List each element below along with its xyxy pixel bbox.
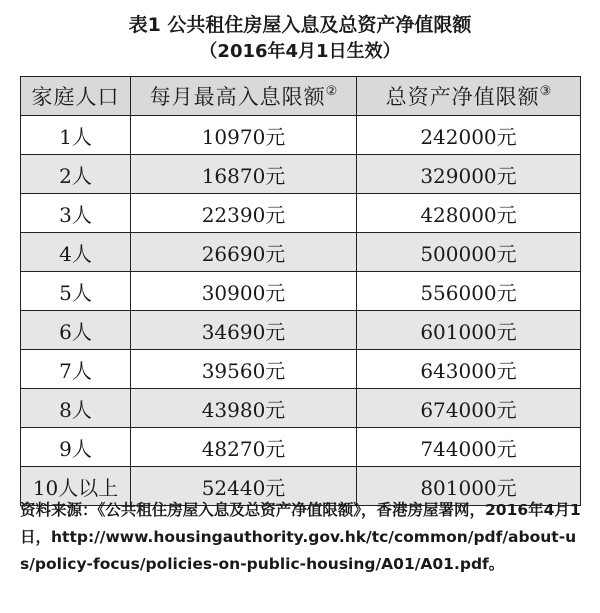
cell-assets: 601000元 <box>357 311 581 350</box>
cell-household: 1人 <box>21 116 131 155</box>
cell-income: 10970元 <box>131 116 357 155</box>
footnote-mark-3: ③ <box>539 84 552 99</box>
cell-income: 34690元 <box>131 311 357 350</box>
cell-income: 26690元 <box>131 233 357 272</box>
header-income-label: 每月最高入息限额 <box>149 85 326 109</box>
cell-household: 9人 <box>21 428 131 467</box>
cell-assets: 801000元 <box>357 467 581 506</box>
table-row <box>21 311 581 350</box>
cell-assets: 643000元 <box>357 350 581 389</box>
cell-income: 16870元 <box>131 155 357 194</box>
table-header-row <box>21 77 581 116</box>
table-row <box>21 194 581 233</box>
cell-assets: 242000元 <box>357 116 581 155</box>
cell-household: 6人 <box>21 311 131 350</box>
header-household-label: 家庭人口 <box>31 85 120 109</box>
cell-household: 3人 <box>21 194 131 233</box>
cell-assets: 744000元 <box>357 428 581 467</box>
cell-assets: 329000元 <box>357 155 581 194</box>
table-row <box>21 272 581 311</box>
cell-household: 4人 <box>21 233 131 272</box>
cell-income: 52440元 <box>131 467 357 506</box>
header-assets-label: 总资产净值限额 <box>385 85 540 109</box>
income-asset-limits-table <box>20 76 581 506</box>
cell-income: 30900元 <box>131 272 357 311</box>
header-household <box>21 77 131 116</box>
source-note: 资料来源：《公共租住房屋入息及总资产净值限额》，香港房屋署网，2016年4月1日，http://www.housingauthority.gov.hk/tc/common/pdf/about-us/policy-focus/policies-on-public-housing/A01/A01.pdf。 <box>20 501 581 573</box>
cell-income: 43980元 <box>131 389 357 428</box>
footnote-mark-2: ② <box>325 84 338 99</box>
cell-income: 39560元 <box>131 350 357 389</box>
table-row <box>21 155 581 194</box>
cell-household: 2人 <box>21 155 131 194</box>
cell-household: 8人 <box>21 389 131 428</box>
table-subtitle: （2016年4月1日生效） <box>199 41 401 62</box>
table-row <box>21 350 581 389</box>
cell-assets: 500000元 <box>357 233 581 272</box>
cell-household: 10人以上 <box>21 467 131 506</box>
cell-assets: 674000元 <box>357 389 581 428</box>
cell-assets: 556000元 <box>357 272 581 311</box>
cell-income: 48270元 <box>131 428 357 467</box>
table-row <box>21 233 581 272</box>
table-row <box>21 389 581 428</box>
cell-household: 7人 <box>21 350 131 389</box>
table-row <box>21 116 581 155</box>
header-assets <box>357 77 581 116</box>
header-income <box>131 77 357 116</box>
table-title: 表1 公共租住房屋入息及总资产净值限额 <box>128 14 472 36</box>
cell-household: 5人 <box>21 272 131 311</box>
cell-income: 22390元 <box>131 194 357 233</box>
cell-assets: 428000元 <box>357 194 581 233</box>
table-row <box>21 428 581 467</box>
